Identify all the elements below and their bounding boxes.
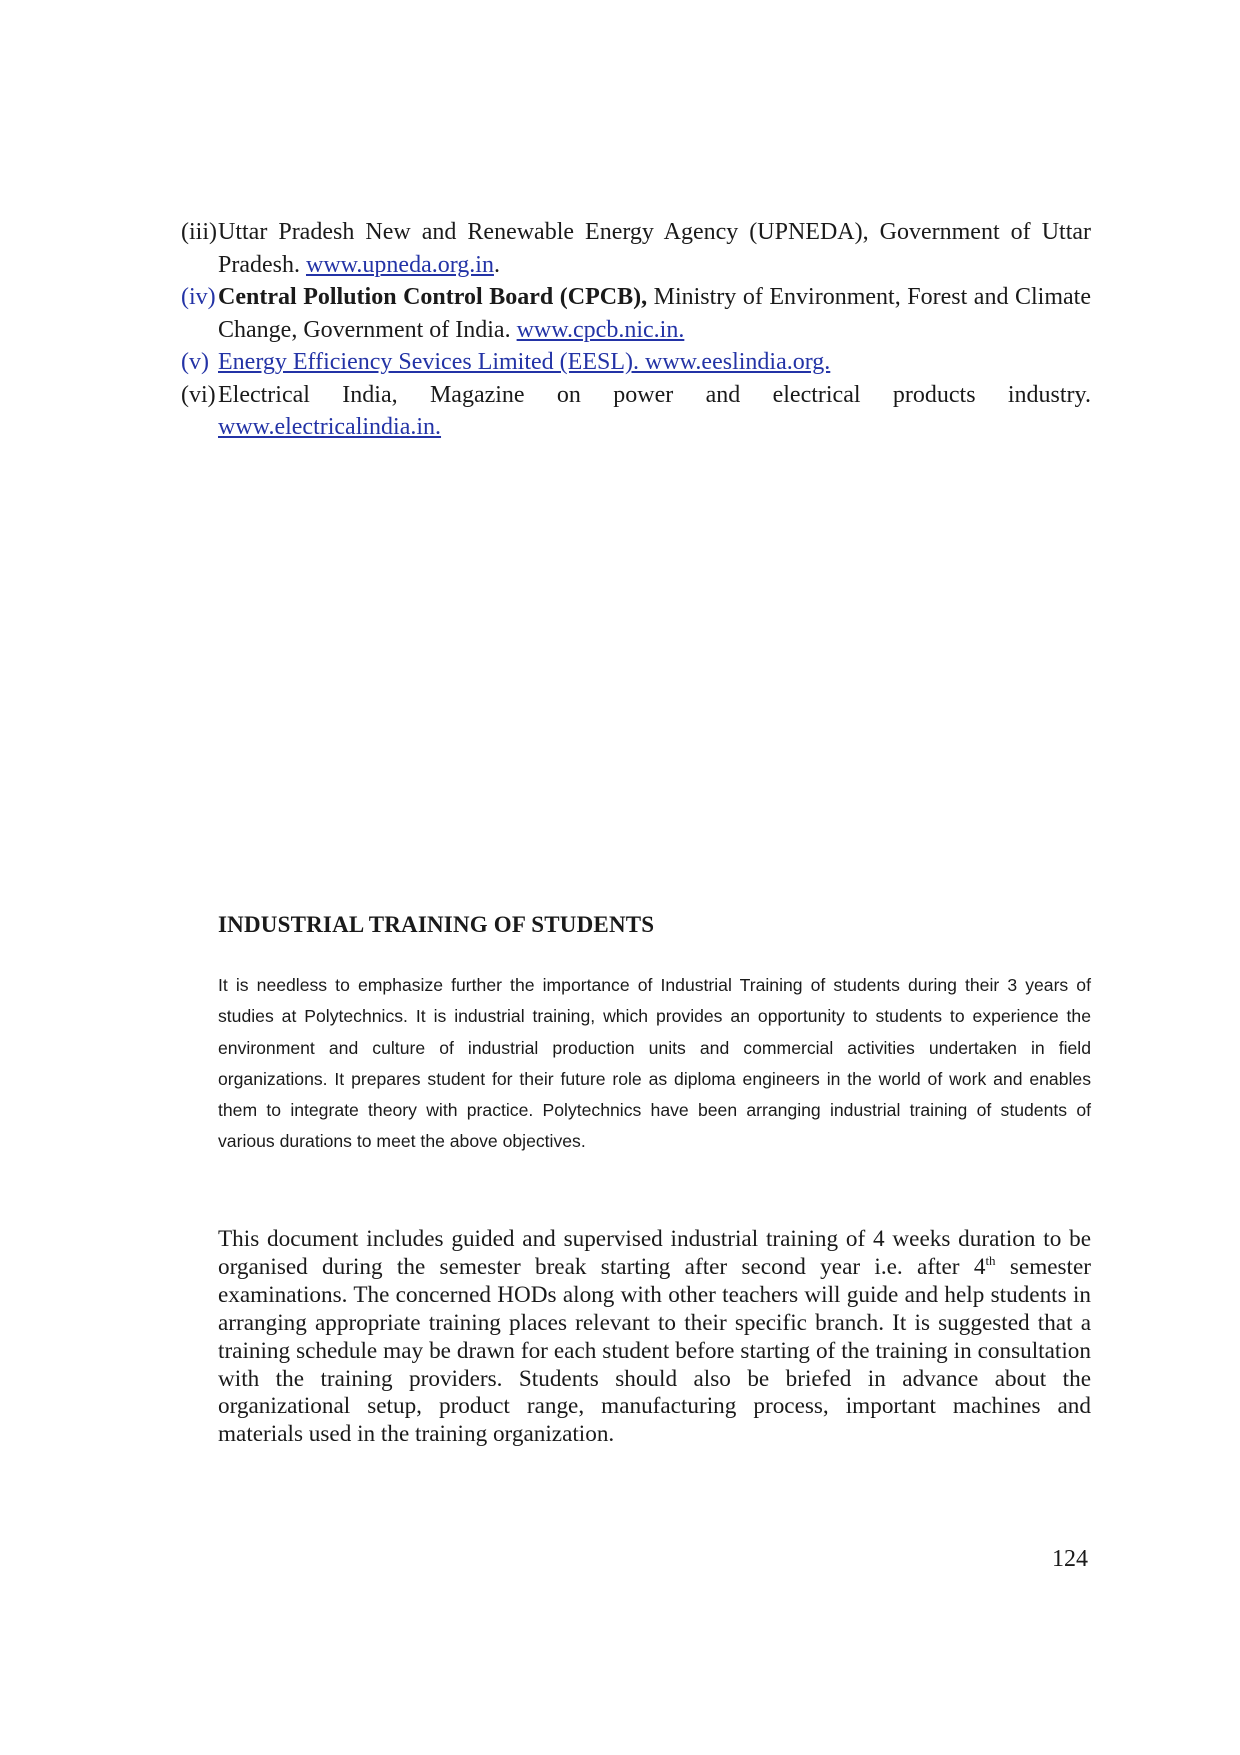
paragraph-text-part1: This document includes guided and supervised industrial training of 4 weeks duration to be organised during the semester break starting after second year i.e. after 4	[218, 1226, 1091, 1280]
page-number: 124	[1052, 1546, 1088, 1572]
reference-numeral: (iii)	[181, 219, 217, 245]
reference-item-vi	[181, 379, 1091, 444]
upneda-link[interactable]: www.upneda.org.in	[305, 251, 494, 278]
reference-text	[218, 346, 1091, 379]
reference-text	[218, 379, 1091, 444]
ordinal-superscript: th	[985, 1252, 996, 1268]
reference-item-v	[181, 346, 1091, 379]
paragraph-text-part2: semester examinations. The concerned HODs along with other teachers will guide and help students in arranging appropriate training places relevant to their specific branch. It is suggested that a training schedule may be drawn for each student before starting of the training in consultation with the training providers. Students should also be briefed in advance about the organizational setup, product range, manufacturing process, important machines and materials used in the training organization.	[218, 1253, 1092, 1448]
training-details-paragraph	[218, 1226, 1091, 1449]
cpcb-link[interactable]: www.cpcb.nic.in.	[516, 316, 685, 343]
reference-text	[218, 216, 1091, 281]
training-intro-paragraph: It is needless to emphasize further the importance of Industrial Training of students during their 3 years of studies at Polytechnics. It is industrial training, which provides an opportunity to students to experience the environment and culture of industrial production units and commercial activities undertaken in field organizations. It prepares student for their future role as diploma engineers in the world of work and enables them to integrate theory with practice. Polytechnics have been arranging industrial training of students of various durations to meet the above objectives.	[218, 975, 1091, 1152]
section-heading: INDUSTRIAL TRAINING OF STUDENTS	[218, 912, 655, 937]
reference-description: Uttar Pradesh New and Renewable Energy Agency (UPNEDA), Government of Uttar Pradesh.	[218, 219, 1091, 278]
reference-numeral: (iv)	[181, 284, 216, 310]
reference-item-iv	[181, 281, 1091, 346]
reference-organization: Central Pollution Control Board (CPCB),	[218, 284, 648, 310]
reference-suffix: .	[493, 251, 500, 278]
reference-numeral: (v)	[181, 349, 209, 375]
reference-numeral: (vi)	[181, 381, 216, 408]
electricalindia-link[interactable]: www.electricalindia.in.	[218, 414, 442, 440]
eesl-link[interactable]: Energy Efficiency Sevices Limited (EESL). www.eeslindia.org.	[218, 349, 831, 375]
reference-description: Electrical India, Magazine on power and electrical products industry.	[218, 381, 1091, 408]
reference-list	[181, 216, 1091, 444]
reference-item-iii	[181, 216, 1091, 281]
reference-text	[218, 281, 1091, 346]
reference-description: Ministry of Environment, Forest and Climate Change, Government of India.	[218, 284, 1091, 343]
